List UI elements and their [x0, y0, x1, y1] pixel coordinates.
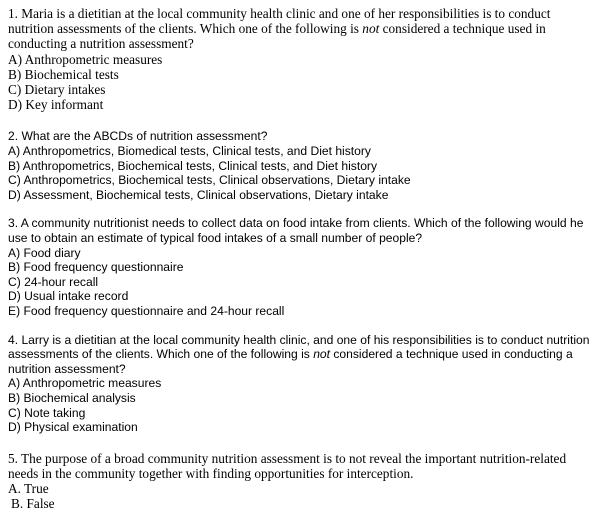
question-1-option-a: A) Anthropometric measures — [8, 51, 163, 67]
question-5 — [8, 451, 598, 512]
question-2-stem: 2. What are the ABCDs of nutrition assessment? — [8, 129, 268, 144]
question-3-option-b: B) Food frequency questionnaire — [8, 260, 184, 275]
question-4-option-a: A) Anthropometric measures — [8, 376, 162, 391]
question-1-option-b: B) Biochemical tests — [8, 66, 119, 82]
question-4-stem-text: 4. Larry is a dietitian at the local community health clinic, and one of his responsibilities is to conduct nutrition assessments of the clients. Which one of the following is — [8, 332, 590, 362]
question-4-option-b: B) Biochemical analysis — [8, 390, 136, 405]
question-3-stem: 3. A community nutritionist needs to collect data on food intake from clients. Which of the following would he use to obtain an estimate of typical food intakes of a small number of people? — [8, 216, 584, 245]
question-4-stem-emphasis: not — [313, 347, 330, 362]
question-4-stem-text-end: considered a technique used in conducting a nutrition assessment? — [8, 347, 573, 376]
question-5-option-b: B. False — [11, 496, 55, 512]
question-1 — [8, 6, 598, 112]
question-1-stem-text: 1. Maria is a dietitian at the local community health clinic and one of her responsibilities is to conduct nutrition assessments of the clients. Which one of the following is — [8, 6, 551, 37]
question-1-stem-emphasis: not — [362, 21, 380, 37]
question-3 — [8, 216, 598, 318]
question-2-option-d: D) Assessment, Biochemical tests, Clinical observations, Dietary intake — [8, 187, 389, 202]
question-2 — [8, 129, 598, 202]
question-2-option-c: C) Anthropometrics, Biochemical tests, Clinical observations, Dietary intake — [8, 173, 411, 188]
question-3-option-c: C) 24-hour recall — [8, 274, 99, 289]
question-4-option-c: C) Note taking — [8, 405, 86, 420]
question-1-stem — [8, 6, 598, 52]
question-3-option-a: A) Food diary — [8, 245, 81, 260]
question-2-option-b: B) Anthropometrics, Biochemical tests, Clinical tests, and Diet history — [8, 158, 378, 173]
question-5-stem: 5. The purpose of a broad community nutrition assessment is to not reveal the important nutrition-related needs in the community together with finding opportunities for interception. — [8, 450, 567, 481]
question-1-option-d: D) Key informant — [8, 97, 104, 113]
question-4-option-d: D) Physical examination — [8, 420, 138, 435]
question-3-option-d: D) Usual intake record — [8, 289, 129, 304]
question-5-option-a: A. True — [8, 481, 49, 497]
question-1-stem-text-end: considered a technique used in conducting a nutrition assessment? — [8, 21, 546, 52]
quiz-page — [8, 6, 598, 512]
question-3-option-e: E) Food frequency questionnaire and 24-hour recall — [8, 303, 285, 318]
question-4-stem — [8, 333, 598, 377]
question-1-option-c: C) Dietary intakes — [8, 82, 106, 98]
question-4 — [8, 333, 598, 435]
question-2-option-a: A) Anthropometrics, Biomedical tests, Clinical tests, and Diet history — [8, 144, 371, 159]
